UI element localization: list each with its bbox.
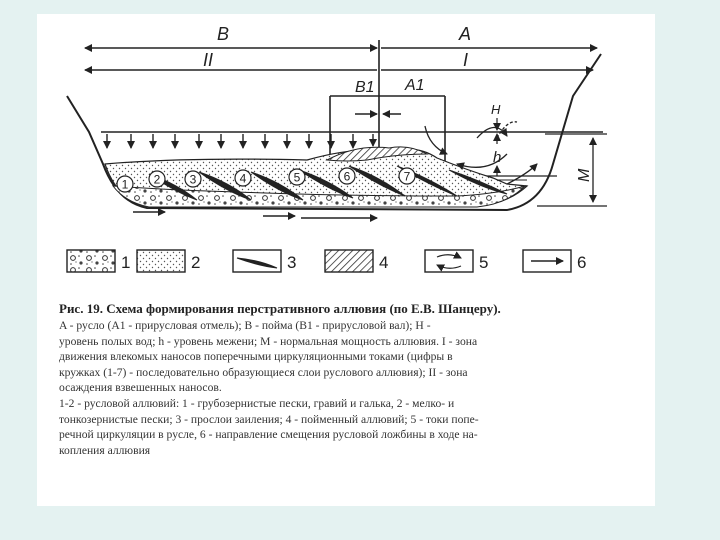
channel-shift-arrows [133,212,377,218]
svg-text:6: 6 [343,169,351,184]
layer-marker [149,171,165,187]
svg-text:3: 3 [287,253,297,272]
caption-line: копления аллювия [59,443,151,457]
caption-line: уровень полых вод; h - уровень межени; M - нормальная мощность аллювия. I - зона [59,334,478,348]
layer-marker [117,176,133,192]
label-B1: B1 [355,79,375,96]
label-B: B [217,24,230,44]
legend-item-circulation [425,250,488,272]
svg-text:6: 6 [577,253,587,272]
layer-marker [185,171,201,187]
legend [67,250,586,272]
dimension-lines [85,40,597,164]
svg-text:4: 4 [379,253,389,272]
svg-text:7: 7 [403,169,411,184]
svg-text:5: 5 [479,253,489,272]
label-h: h [493,149,502,166]
label-M: M [576,168,593,182]
legend-item-floodplain [325,250,388,272]
legend-item-silt [233,250,296,272]
figure-caption [59,300,641,458]
caption-line: речной циркуляции в русле, 6 - направление смещения русловой ложбины в ходе на- [59,428,478,442]
layer-marker [399,168,415,184]
caption-title: Рис. 19. Схема формирования перстративного аллювия (по Е.В. Шанцеру). [59,301,501,316]
caption-line: движения влекомых наносов поперечными циркуляционными токами (цифры в [59,350,453,364]
caption-line: осаждения взвешенных наносов. [59,381,222,395]
figure-sheet [37,14,655,506]
svg-text:2: 2 [153,172,161,187]
label-I: I [463,50,469,70]
svg-text:1: 1 [121,177,129,192]
legend-item-gravel [67,250,130,272]
label-II: II [203,50,214,70]
caption-line: тонкозернистые пески; 3 - прослои заиления; 4 - пойменный аллювий; 5 - токи попе- [59,412,479,426]
alluvium-diagram [37,14,655,300]
svg-text:4: 4 [239,171,247,186]
svg-text:3: 3 [189,172,197,187]
label-A: A [459,24,472,44]
thickness-dimension [537,134,607,206]
caption-line: кружках (1-7) - последовательно образующиеся слои руслового аллювия); II - зона [59,365,468,379]
layer-marker [339,168,355,184]
legend-item-shift [523,250,586,272]
svg-text:1: 1 [121,253,131,272]
svg-text:2: 2 [191,253,201,272]
svg-text:5: 5 [293,170,301,185]
suspended-settling-arrows [107,134,373,148]
legend-item-fine-sand [137,250,200,272]
layer-marker [289,169,305,185]
caption-line: A - русло (A1 - прирусловая отмель); B - пойма (B1 - прирусловой вал); H - [59,319,431,332]
label-H: H [491,102,501,117]
layer-marker [235,170,251,186]
caption-line: 1-2 - русловой аллювий: 1 - грубозернистые пески, гравий и галька, 2 - мелко- и [59,396,455,410]
label-A1: A1 [405,77,425,94]
